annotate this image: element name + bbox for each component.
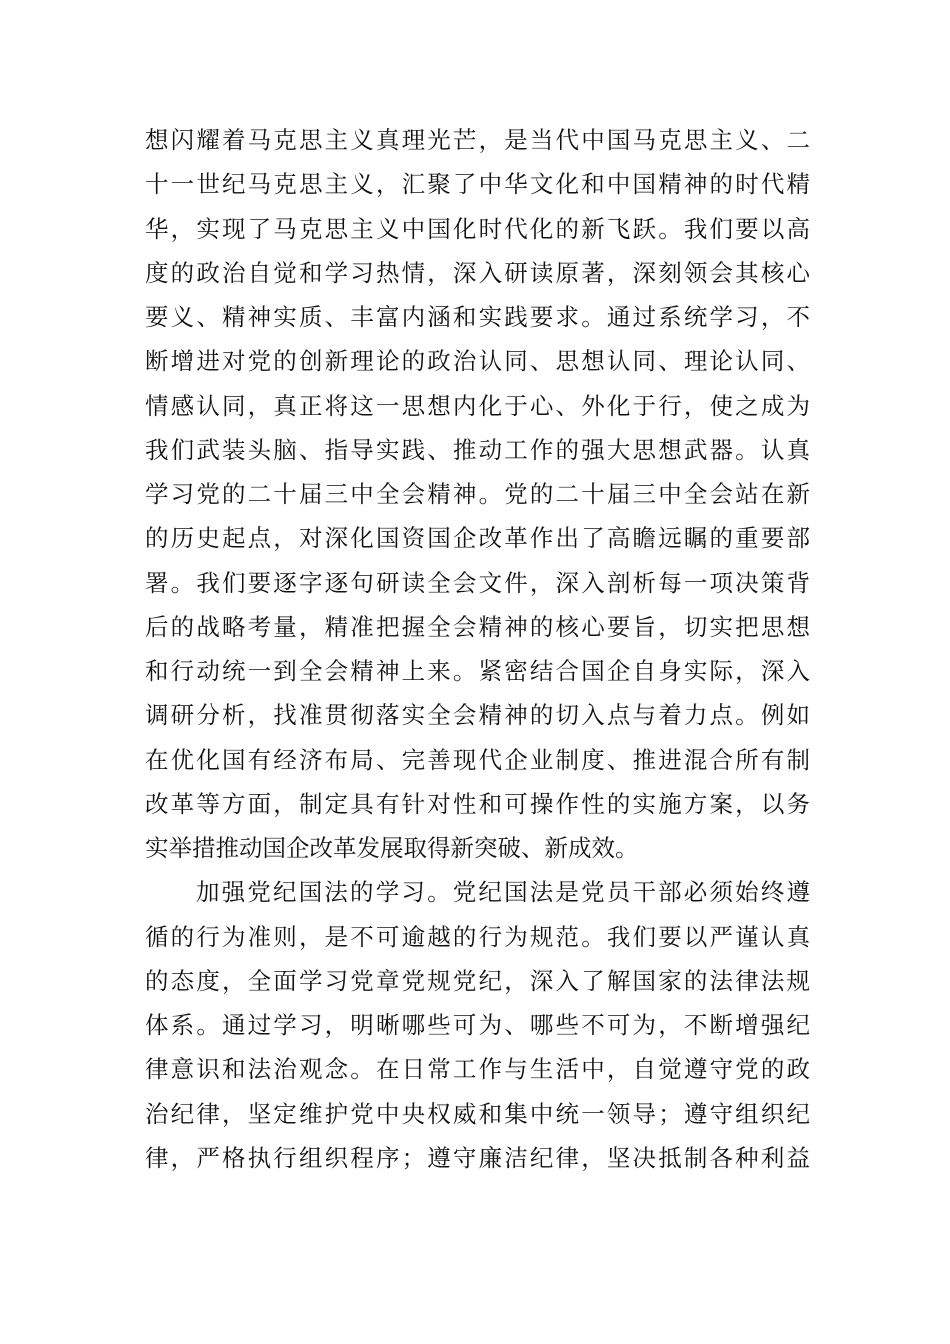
text-line: 调研分析，找准贯彻落实全会精神的切入点与着力点。例如 <box>145 701 810 730</box>
paragraph-first-line: 加强党纪国法的学习。党纪国法是党员干部必须始终遵 <box>196 878 810 907</box>
text-line: 的态度，全面学习党章党规党纪，深入了解国家的法律法规 <box>145 966 810 995</box>
text-line: 后的战略考量，精准把握全会精神的核心要旨，切实把思想 <box>145 612 810 641</box>
text-line: 华，实现了马克思主义中国化时代化的新飞跃。我们要以高 <box>145 214 810 243</box>
paragraph-end-line: 实举措推动国企改革发展取得新突破、新成效。 <box>145 834 639 862</box>
text-line: 想闪耀着马克思主义真理光芒，是当代中国马克思主义、二 <box>145 126 810 154</box>
text-line: 十一世纪马克思主义，汇聚了中华文化和中国精神的时代精 <box>145 170 810 199</box>
text-line: 改革等方面，制定具有针对性和可操作性的实施方案，以务 <box>145 789 810 818</box>
text-line: 和行动统一到全会精神上来。紧密结合国企自身实际，深入 <box>145 657 810 685</box>
text-line: 断增进对党的创新理论的政治认同、思想认同、理论认同、 <box>145 347 810 376</box>
body-text <box>145 118 810 1180</box>
text-line: 治纪律，坚定维护党中央权威和集中统一领导；遵守组织纪 <box>145 1099 810 1128</box>
text-line: 度的政治自觉和学习热情，深入研读原著，深刻领会其核心 <box>145 258 810 287</box>
text-line: 署。我们要逐字逐句研读全会文件，深入剖析每一项决策背 <box>145 568 810 597</box>
text-line: 律意识和法治观念。在日常工作与生活中，自觉遵守党的政 <box>145 1055 810 1084</box>
text-line: 情感认同，真正将这一思想内化于心、外化于行，使之成为 <box>145 391 810 420</box>
text-line: 循的行为准则，是不可逾越的行为规范。我们要以严谨认真 <box>145 922 810 951</box>
text-line: 律，严格执行组织程序；遵守廉洁纪律，坚决抵制各种利益 <box>145 1143 810 1172</box>
text-line: 在优化国有经济布局、完善现代企业制度、推进混合所有制 <box>145 745 810 774</box>
text-line: 要义、精神实质、丰富内涵和实践要求。通过系统学习，不 <box>145 303 810 331</box>
text-line: 我们武装头脑、指导实践、推动工作的强大思想武器。认真 <box>145 435 810 464</box>
text-line: 的历史起点，对深化国资国企改革作出了高瞻远瞩的重要部 <box>145 524 810 553</box>
text-line: 学习党的二十届三中全会精神。党的二十届三中全会站在新 <box>145 480 810 508</box>
text-line: 体系。通过学习，明晰哪些可为、哪些不可为，不断增强纪 <box>145 1011 810 1039</box>
